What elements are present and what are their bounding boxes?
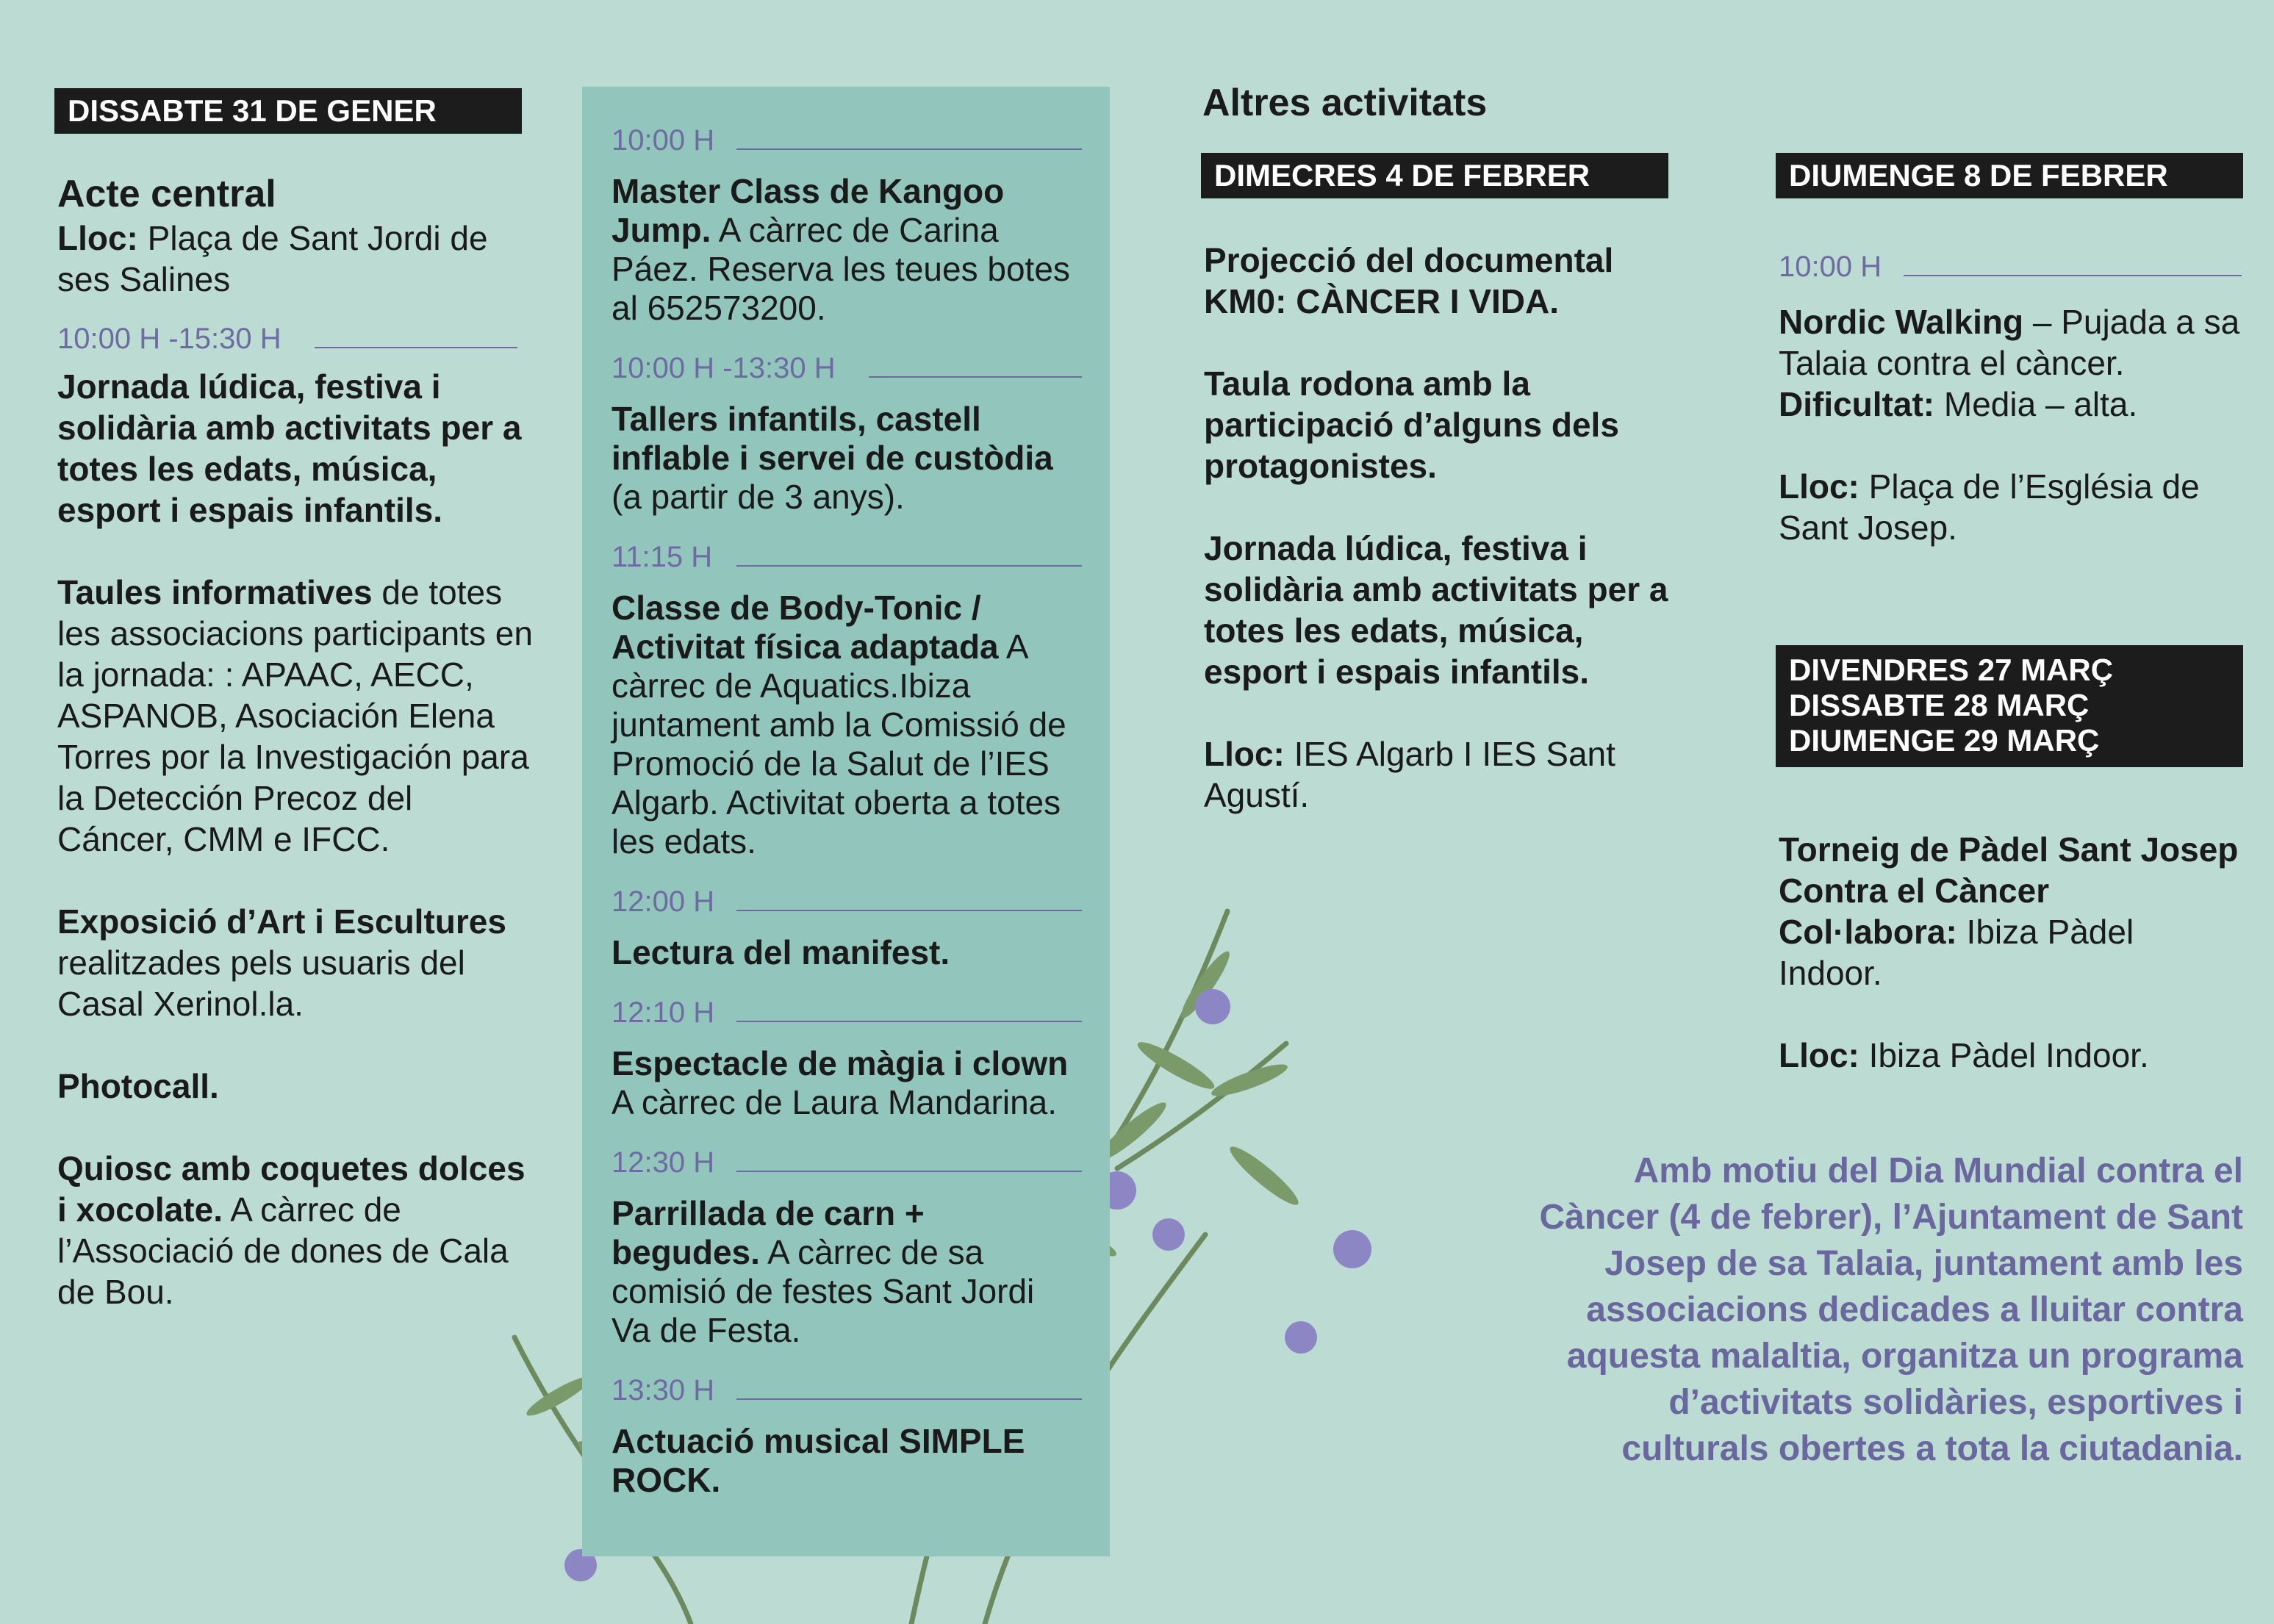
- col4-dificultat: Dificultat: Media – alta.: [1779, 385, 2138, 423]
- col4-place-2: Lloc: Ibiza Pàdel Indoor.: [1779, 1036, 2149, 1074]
- col1-exposicio: Exposició d’Art i Escultures realitzades pels usuaris del Casal Xerinol.la.: [57, 902, 506, 1023]
- col1-body: [57, 170, 535, 1312]
- col4-place: Lloc: Plaça de l’Església de Sant Josep.: [1779, 467, 2200, 547]
- schedule-item-3: Classe de Body-Tonic / Activitat física adaptada A càrrec de Aquatics.Ibiza juntament amb la Comissió de Promoció de la Salut de l’IES Algarb. Activitat oberta a totes les edats.: [611, 589, 1066, 860]
- col1-time: 10:00 H -15:30 H: [57, 320, 517, 357]
- schedule-time-3: 11:15 H: [611, 539, 1082, 575]
- schedule-item-2: Tallers infantils, castell inflable i servei de custòdia (a partir de 3 anys).: [611, 400, 1053, 516]
- col4-colabora: Col·labora: Ibiza Pàdel Indoor.: [1779, 913, 2134, 992]
- schedule-item-7: Actuació musical SIMPLE ROCK.: [611, 1422, 1025, 1499]
- schedule-time-1: 10:00 H: [611, 122, 1082, 159]
- col3-place: Lloc: IES Algarb I IES Sant Agustí.: [1204, 735, 1615, 814]
- col3-projeccio: Projecció del documental KM0: CÀNCER I VIDA.: [1204, 241, 1614, 320]
- col1-taules: Taules informatives de totes les associacions participants en la jornada: : APAAC, AECC, ASPANOB, Asociación Elena Torres por la Investigación para la Detección Precoz del Cáncer, CMM e IFCC.: [57, 573, 533, 858]
- col3-body: [1204, 240, 1674, 816]
- col3-jornada: Jornada lúdica, festiva i solidària amb activitats per a totes les edats, música, esport i espais infantils.: [1204, 529, 1668, 691]
- altres-activitats-title: Altres activitats: [1202, 82, 1488, 124]
- date-header-31-gener: DISSABTE 31 DE GENER: [54, 88, 522, 134]
- col4-torneig-body: [1779, 829, 2242, 1076]
- schedule-time-2: 10:00 H -13:30 H: [611, 350, 1082, 387]
- date-line-28-marc: DISSABTE 28 MARÇ: [1789, 688, 2090, 722]
- schedule-item-1: Master Class de Kangoo Jump. A càrrec de Carina Páez. Reserva les teues botes al 652573200.: [611, 172, 1070, 327]
- col4-torneig: Torneig de Pàdel Sant Josep Contra el Càncer: [1779, 830, 2239, 910]
- schedule-item-6: Parrillada de carn + begudes. A càrrec de sa comisió de festes Sant Jordi Va de Festa.: [611, 1194, 1035, 1349]
- acte-central-title: Acte central: [57, 173, 276, 215]
- schedule-item-4: Lectura del manifest.: [611, 933, 950, 971]
- date-header-8-febrer: DIUMENGE 8 DE FEBRER: [1776, 153, 2243, 198]
- schedule-time-6: 12:30 H: [611, 1144, 1082, 1181]
- date-line-29-marc: DIUMENGE 29 MARÇ: [1789, 723, 2100, 758]
- schedule-list: [611, 122, 1082, 1500]
- col1-jornada: Jornada lúdica, festiva i solidària amb activitats per a totes les edats, música, esport i espais infantils.: [57, 367, 522, 529]
- col4-time: 10:00 H: [1779, 248, 2242, 285]
- col4-nordic: Nordic Walking – Pujada a sa Talaia contra el càncer.: [1779, 303, 2240, 382]
- intro-blurb: Amb motiu del Dia Mundial contra el Càncer (4 de febrer), l’Ajuntament de Sant Josep de sa Talaia, juntament amb les associacions dedicades a lluitar contra aquesta malaltia, organitza un programa d’activitats solidàries, esportives i culturals obertes a tota la ciutadania.: [1539, 1151, 2243, 1468]
- date-header-4-febrer: DIMECRES 4 DE FEBRER: [1201, 153, 1668, 198]
- date-line-27-marc: DIVENDRES 27 MARÇ: [1789, 653, 2114, 687]
- col1-photocall: Photocall.: [57, 1067, 219, 1105]
- col3-taula: Taula rodona amb la participació d’alguns dels protagonistes.: [1204, 364, 1619, 485]
- schedule-time-7: 13:30 H: [611, 1372, 1082, 1409]
- col4-body: [1779, 248, 2242, 548]
- date-header-marc: [1776, 645, 2243, 767]
- col1-place: Lloc: Plaça de Sant Jordi de ses Salines: [57, 219, 488, 298]
- col1-quiosc: Quiosc amb coquetes dolces i xocolate. A càrrec de l’Associació de dones de Cala de Bou.: [57, 1149, 526, 1311]
- schedule-item-5: Espectacle de màgia i clown A càrrec de Laura Mandarina.: [611, 1044, 1069, 1121]
- schedule-time-4: 12:00 H: [611, 883, 1082, 920]
- schedule-time-5: 12:10 H: [611, 994, 1082, 1031]
